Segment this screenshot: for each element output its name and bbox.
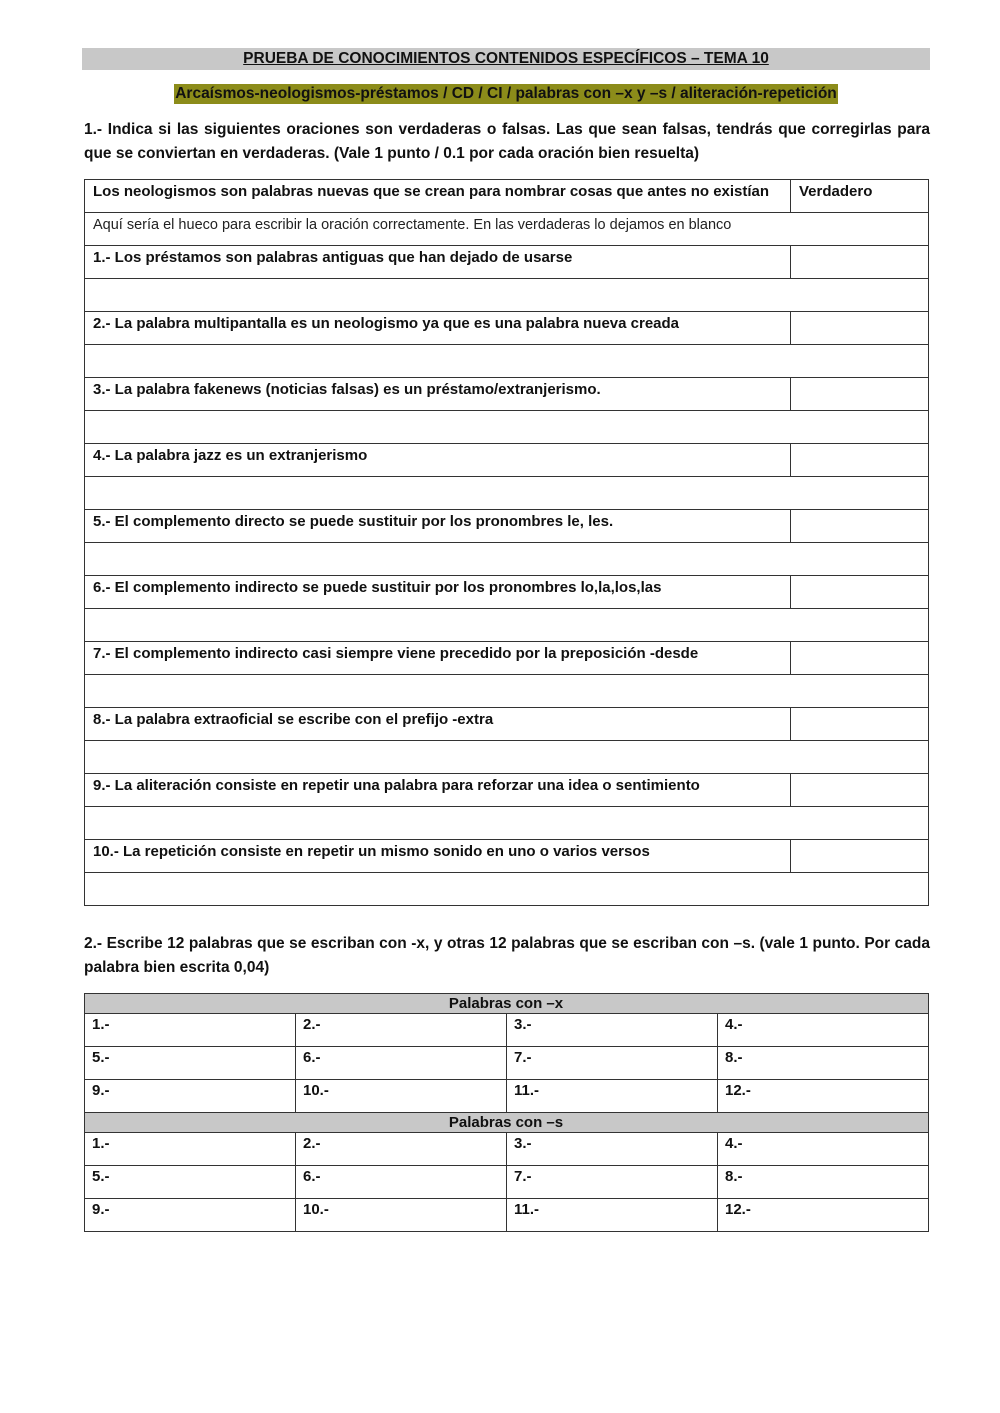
statement-row bbox=[85, 510, 929, 543]
x-word-cell[interactable]: 3.- bbox=[507, 1014, 718, 1047]
s-word-cell[interactable]: 7.- bbox=[507, 1166, 718, 1199]
answer-cell[interactable] bbox=[791, 576, 929, 609]
statement-text: 6.- El complemento indirecto se puede sustituir por los pronombres lo,la,los,las bbox=[85, 576, 791, 609]
statement-text: 3.- La palabra fakenews (noticias falsas) es un préstamo/extranjerismo. bbox=[85, 378, 791, 411]
answer-cell[interactable] bbox=[791, 642, 929, 675]
statement-row bbox=[85, 774, 929, 807]
example-correction-note: Aquí sería el hueco para escribir la oración correctamente. En las verdaderas lo dejamos en blanco bbox=[85, 213, 929, 246]
answer-cell[interactable] bbox=[791, 510, 929, 543]
x-word-cell[interactable]: 1.- bbox=[85, 1014, 296, 1047]
statement-text: 9.- La aliteración consiste en repetir una palabra para reforzar una idea o sentimiento bbox=[85, 774, 791, 807]
x-word-cell[interactable]: 7.- bbox=[507, 1047, 718, 1080]
correction-row bbox=[85, 741, 929, 774]
correction-cell[interactable] bbox=[85, 411, 929, 444]
correction-row bbox=[85, 345, 929, 378]
statement-text: 8.- La palabra extraoficial se escribe con el prefijo -extra bbox=[85, 708, 791, 741]
s-word-cell[interactable]: 4.- bbox=[718, 1133, 929, 1166]
statement-row bbox=[85, 378, 929, 411]
x-word-cell[interactable]: 6.- bbox=[296, 1047, 507, 1080]
word-row bbox=[85, 1199, 929, 1232]
answer-cell[interactable] bbox=[791, 840, 929, 873]
correction-cell[interactable] bbox=[85, 807, 929, 840]
s-word-cell[interactable]: 3.- bbox=[507, 1133, 718, 1166]
answer-cell[interactable] bbox=[791, 378, 929, 411]
s-word-cell[interactable]: 1.- bbox=[85, 1133, 296, 1166]
word-row bbox=[85, 1080, 929, 1113]
x-word-cell[interactable]: 4.- bbox=[718, 1014, 929, 1047]
s-word-cell[interactable]: 5.- bbox=[85, 1166, 296, 1199]
statement-text: 4.- La palabra jazz es un extranjerismo bbox=[85, 444, 791, 477]
s-word-cell[interactable]: 6.- bbox=[296, 1166, 507, 1199]
page-subtitle: Arcaísmos-neologismos-préstamos / CD / CI / palabras con –x y –s / aliteración-repetición bbox=[175, 85, 837, 102]
question-2-prompt: 2.- Escribe 12 palabras que se escriban con -x, y otras 12 palabras que se escriban con –s. (vale 1 punto. Por cada palabra bien escrita 0,04) bbox=[84, 935, 930, 976]
example-correction-row bbox=[85, 213, 929, 246]
word-row bbox=[85, 1133, 929, 1166]
s-word-cell[interactable]: 12.- bbox=[718, 1199, 929, 1232]
example-answer: Verdadero bbox=[791, 180, 929, 213]
word-row bbox=[85, 1014, 929, 1047]
statement-row bbox=[85, 708, 929, 741]
statement-row bbox=[85, 246, 929, 279]
true-false-table bbox=[84, 179, 929, 906]
statement-row bbox=[85, 840, 929, 873]
correction-cell[interactable] bbox=[85, 873, 929, 906]
statement-text: 5.- El complemento directo se puede sustituir por los pronombres le, les. bbox=[85, 510, 791, 543]
statement-row bbox=[85, 444, 929, 477]
word-row bbox=[85, 1047, 929, 1080]
answer-cell[interactable] bbox=[791, 708, 929, 741]
page-title: PRUEBA DE CONOCIMIENTOS CONTENIDOS ESPECÍFICOS – TEMA 10 bbox=[82, 48, 930, 70]
correction-row bbox=[85, 477, 929, 510]
correction-cell[interactable] bbox=[85, 741, 929, 774]
correction-cell[interactable] bbox=[85, 675, 929, 708]
answer-cell[interactable] bbox=[791, 774, 929, 807]
x-word-cell[interactable]: 5.- bbox=[85, 1047, 296, 1080]
section-header-row bbox=[85, 1113, 929, 1133]
x-word-cell[interactable]: 2.- bbox=[296, 1014, 507, 1047]
s-word-cell[interactable]: 8.- bbox=[718, 1166, 929, 1199]
answer-cell[interactable] bbox=[791, 444, 929, 477]
correction-cell[interactable] bbox=[85, 477, 929, 510]
x-word-cell[interactable]: 11.- bbox=[507, 1080, 718, 1113]
correction-row bbox=[85, 675, 929, 708]
statement-row bbox=[85, 312, 929, 345]
s-word-cell[interactable]: 10.- bbox=[296, 1199, 507, 1232]
s-word-cell[interactable]: 2.- bbox=[296, 1133, 507, 1166]
word-row bbox=[85, 1166, 929, 1199]
answer-cell[interactable] bbox=[791, 246, 929, 279]
question-1-prompt: 1.- Indica si las siguientes oraciones son verdaderas o falsas. Las que sean falsas, tendrás que corregirlas para que se conviertan en verdaderas. (Vale 1 punto / 0.1 por cada oración bien resuelta) bbox=[84, 121, 930, 162]
correction-row bbox=[85, 807, 929, 840]
correction-cell[interactable] bbox=[85, 543, 929, 576]
correction-cell[interactable] bbox=[85, 279, 929, 312]
subtitle-wrapper bbox=[82, 84, 930, 104]
example-row bbox=[85, 180, 929, 213]
section-header-row bbox=[85, 994, 929, 1014]
x-word-cell[interactable]: 12.- bbox=[718, 1080, 929, 1113]
correction-row bbox=[85, 609, 929, 642]
statement-row bbox=[85, 576, 929, 609]
x-word-cell[interactable]: 8.- bbox=[718, 1047, 929, 1080]
s-word-cell[interactable]: 11.- bbox=[507, 1199, 718, 1232]
example-statement: Los neologismos son palabras nuevas que se crean para nombrar cosas que antes no existían bbox=[85, 180, 791, 213]
correction-row bbox=[85, 873, 929, 906]
correction-row bbox=[85, 411, 929, 444]
correction-row bbox=[85, 543, 929, 576]
statement-text: 2.- La palabra multipantalla es un neologismo ya que es una palabra nueva creada bbox=[85, 312, 791, 345]
x-word-cell[interactable]: 10.- bbox=[296, 1080, 507, 1113]
x-word-cell[interactable]: 9.- bbox=[85, 1080, 296, 1113]
statement-text: 7.- El complemento indirecto casi siempre viene precedido por la preposición -desde bbox=[85, 642, 791, 675]
statement-text: 10.- La repetición consiste en repetir un mismo sonido en uno o varios versos bbox=[85, 840, 791, 873]
section-s-header: Palabras con –s bbox=[85, 1113, 929, 1133]
correction-cell[interactable] bbox=[85, 345, 929, 378]
correction-cell[interactable] bbox=[85, 609, 929, 642]
s-word-cell[interactable]: 9.- bbox=[85, 1199, 296, 1232]
words-table bbox=[84, 993, 929, 1232]
section-x-header: Palabras con –x bbox=[85, 994, 929, 1014]
statement-row bbox=[85, 642, 929, 675]
answer-cell[interactable] bbox=[791, 312, 929, 345]
statement-text: 1.- Los préstamos son palabras antiguas que han dejado de usarse bbox=[85, 246, 791, 279]
correction-row bbox=[85, 279, 929, 312]
